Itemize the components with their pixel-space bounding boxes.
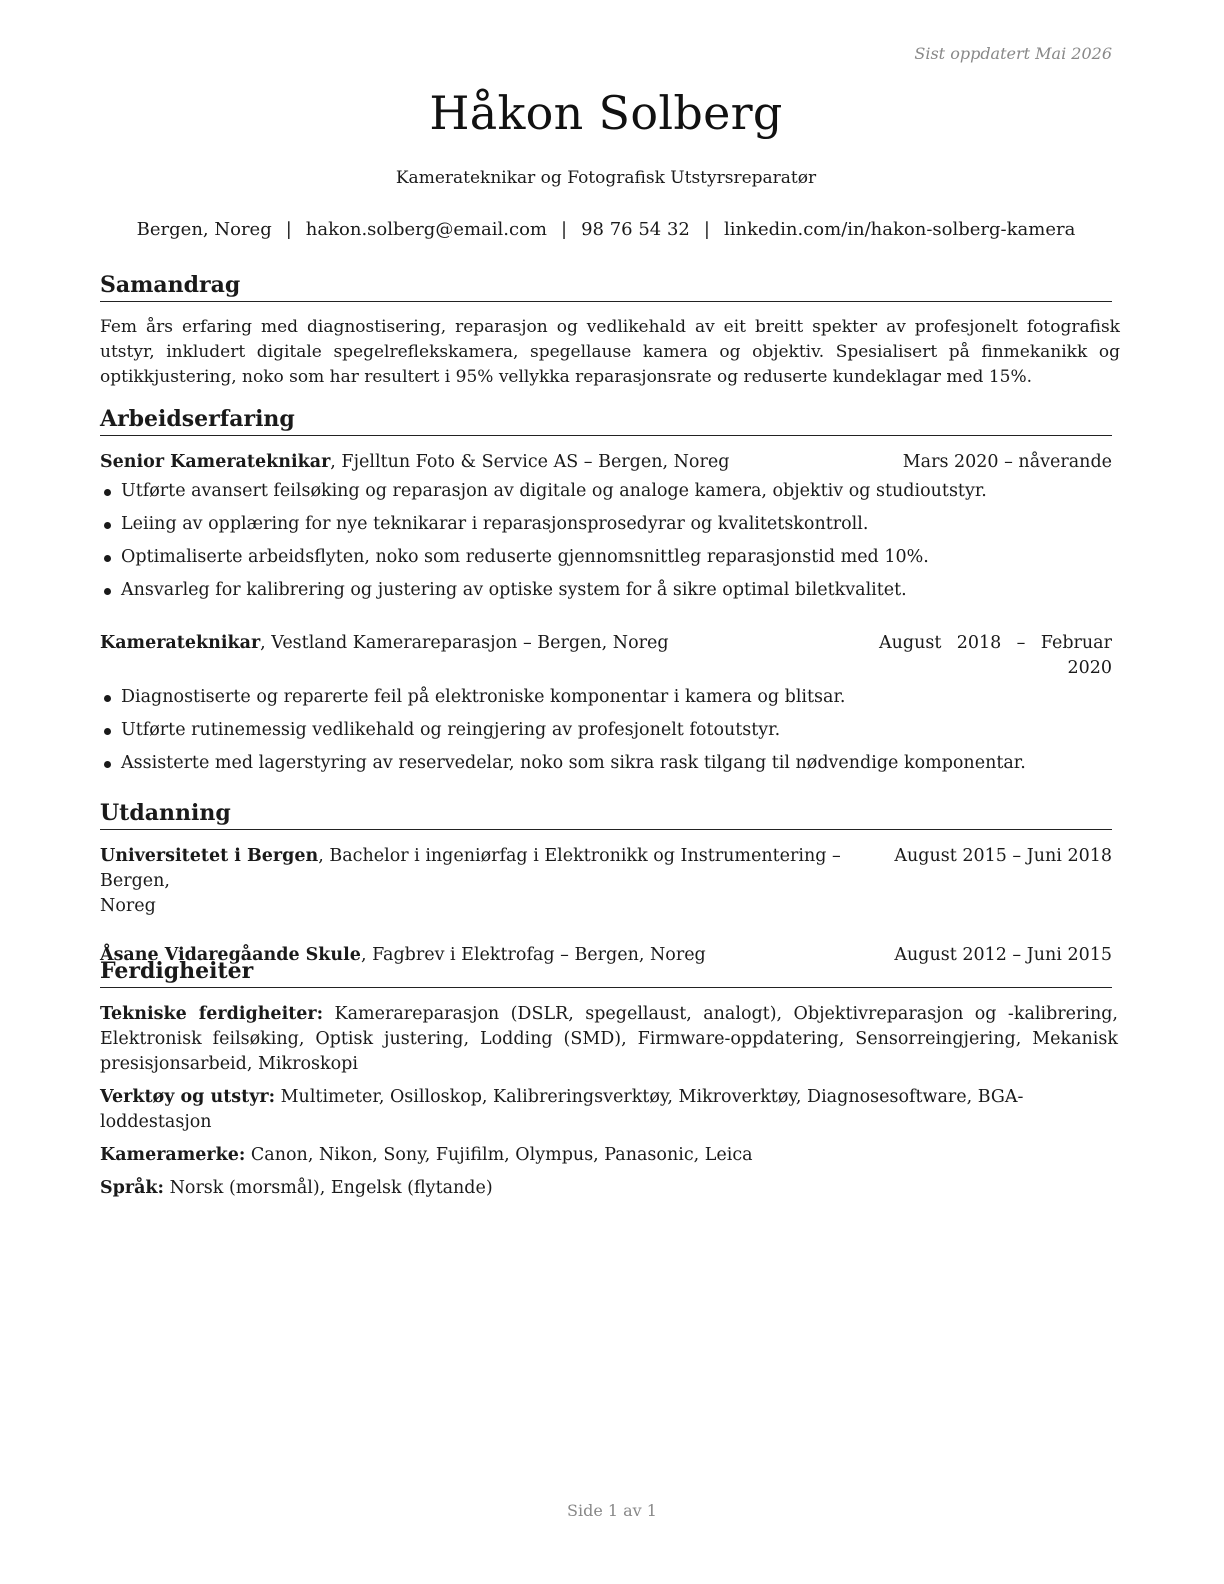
section-title: Utdanning bbox=[100, 799, 1112, 830]
date-part: August bbox=[879, 633, 942, 653]
skill-line bbox=[100, 1085, 1112, 1135]
job-employer: , Fjelltun Foto & Service AS – Bergen, Noreg bbox=[330, 452, 730, 472]
skill-label: Kameramerke: bbox=[100, 1145, 246, 1165]
section-title: Arbeidserfaring bbox=[100, 405, 1112, 436]
bullet-icon bbox=[104, 522, 111, 529]
job-dates-line2: 2020 bbox=[1067, 658, 1112, 678]
skill-label: Verktøy og utstyr: bbox=[100, 1087, 276, 1107]
skills-section bbox=[100, 957, 1118, 1201]
skill-value: Canon, Nikon, Sony, Fujifilm, Olympus, Panasonic, Leica bbox=[245, 1145, 753, 1165]
candidate-name: Håkon Solberg bbox=[429, 86, 783, 140]
skill-line bbox=[100, 1176, 1112, 1201]
contact-separator: | bbox=[285, 219, 292, 240]
job-role-line bbox=[100, 631, 669, 681]
contact-phone: 98 76 54 32 bbox=[581, 219, 690, 240]
list-item bbox=[100, 545, 1112, 570]
education-dates: August 2015 – Juni 2018 bbox=[894, 846, 1112, 866]
skill-value: Kamerareparasjon (DSLR, spegellaust, analogt), Objektivreparasjon og -kalibrering, Elektronisk feilsøking, Optisk justering, Lodding (SMD), Firmware-oppdatering, Sensorreingjering, Mekanisk presisjonsarbeid, Mikroskopi bbox=[100, 1004, 1118, 1074]
bullet-text: Optimaliserte arbeidsflyten, noko som reduserte gjennomsnittleg reparasjonstid med 10%. bbox=[121, 547, 929, 567]
bullet-text: Leiing av opplæring for nye teknikarar i reparasjonsprosedyrar og kvalitetskontroll. bbox=[121, 514, 869, 534]
bullet-text: Utførte rutinemessig vedlikehald og reingjering av profesjonelt fotoutstyr. bbox=[121, 720, 781, 740]
bullet-icon bbox=[104, 695, 111, 702]
education-degree: , Fagbrev i Elektrofag – Bergen, Noreg bbox=[360, 945, 706, 965]
contact-line bbox=[100, 219, 1112, 240]
job-role-line bbox=[100, 450, 729, 475]
page-number: Side 1 av 1 bbox=[567, 1501, 657, 1520]
skill-label: Tekniske ferdigheiter: bbox=[100, 1004, 324, 1024]
education-degree: , Bachelor i ingeniørfag i Elektronikk og Instrumentering – Bergen, bbox=[100, 846, 841, 891]
bullet-text: Diagnostiserte og reparerte feil på elektroniske komponentar i kamera og blitsar. bbox=[121, 687, 846, 707]
job-bullets bbox=[100, 479, 1112, 603]
bullet-icon bbox=[104, 489, 111, 496]
job-role: Kamerateknikar bbox=[100, 633, 261, 653]
bullet-text: Utførte avansert feilsøking og reparasjon av digitale og analoge kamera, objektiv og studioutstyr. bbox=[121, 481, 987, 501]
bullet-icon bbox=[104, 761, 111, 768]
list-item bbox=[100, 718, 1112, 743]
bullet-icon bbox=[104, 555, 111, 562]
job-dates-line1 bbox=[879, 631, 1112, 656]
summary-text: Fem års erfaring med diagnostisering, reparasjon og vedlikehald av eit breitt spekter av profesjonelt fotografisk utstyr, inkludert digitale spegelreflekskamera, spegellause kamera og objektiv. Spesialisert på finmekanikk og optikkjustering, noko som har resultert i 95% vellykka reparasjonsrate og reduserte kundeklagar med 15%. bbox=[100, 317, 1120, 387]
job-header bbox=[100, 450, 1112, 475]
list-item bbox=[100, 512, 1112, 537]
list-item bbox=[100, 751, 1112, 776]
skill-line bbox=[100, 1143, 1112, 1168]
job-entry bbox=[100, 450, 1112, 603]
education-school: Åsane Vidaregåande Skule bbox=[100, 945, 361, 965]
education-school: Universitetet i Bergen bbox=[100, 846, 319, 866]
job-entry bbox=[100, 631, 1112, 776]
job-bullets bbox=[100, 685, 1112, 776]
date-part: – bbox=[1016, 633, 1026, 653]
skill-value: Multimeter, Osilloskop, Kalibreringsverktøy, Mikroverktøy, Diagnosesoftware, BGA-loddestasjon bbox=[100, 1087, 1024, 1132]
bullet-text: Ansvarleg for kalibrering og justering av optiske system for å sikre optimal biletkvalitet. bbox=[121, 580, 907, 600]
list-item bbox=[100, 578, 1112, 603]
bullet-icon bbox=[104, 728, 111, 735]
experience-section bbox=[100, 405, 1112, 776]
bullet-icon bbox=[104, 588, 111, 595]
contact-location: Bergen, Noreg bbox=[136, 219, 272, 240]
list-item bbox=[100, 685, 1112, 710]
date-part: 2018 bbox=[956, 633, 1002, 653]
contact-email[interactable]: hakon.solberg@email.com bbox=[305, 219, 547, 240]
job-employer: , Vestland Kamerareparasjon – Bergen, Noreg bbox=[260, 633, 669, 653]
education-section bbox=[100, 799, 1112, 968]
bullet-text: Assisterte med lagerstyring av reservedelar, noko som sikra rask tilgang til nødvendige komponentar. bbox=[121, 753, 1026, 773]
summary-section bbox=[100, 271, 1120, 390]
education-dates: August 2012 – Juni 2015 bbox=[894, 945, 1112, 965]
job-title: Kamerateknikar og Fotografisk Utstyrsreparatør bbox=[395, 168, 817, 188]
section-title: Ferdigheiter bbox=[100, 957, 1112, 988]
education-entry bbox=[100, 844, 1112, 919]
date-part: Februar bbox=[1040, 633, 1112, 653]
job-dates bbox=[879, 631, 1112, 681]
skill-value: Norsk (morsmål), Engelsk (flytande) bbox=[164, 1178, 493, 1198]
skill-label: Språk: bbox=[100, 1178, 165, 1198]
job-role: Senior Kamerateknikar bbox=[100, 452, 331, 472]
section-title: Samandrag bbox=[100, 271, 1112, 302]
contact-separator: | bbox=[561, 219, 568, 240]
last-updated: Sist oppdatert Mai 2026 bbox=[914, 44, 1112, 63]
list-item bbox=[100, 479, 1112, 504]
job-dates: Mars 2020 – nåverande bbox=[902, 452, 1112, 472]
education-degree-cont: Noreg bbox=[100, 896, 156, 916]
contact-separator: | bbox=[703, 219, 710, 240]
education-school-line bbox=[100, 844, 880, 919]
skill-line bbox=[100, 1002, 1118, 1077]
job-header bbox=[100, 631, 1112, 681]
contact-linkedin[interactable]: linkedin.com/in/hakon-solberg-kamera bbox=[723, 219, 1076, 240]
